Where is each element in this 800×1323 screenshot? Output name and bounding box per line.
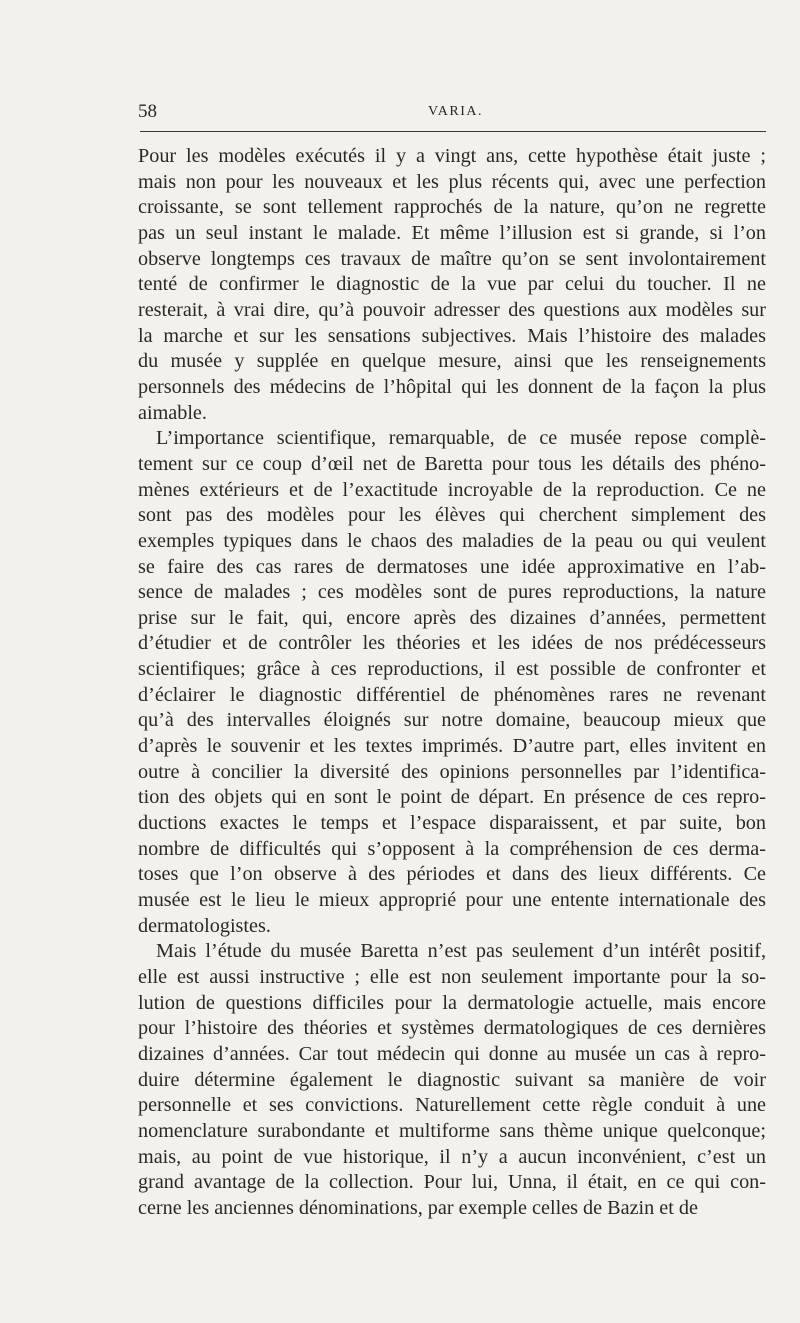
running-head: VARIA.	[428, 104, 484, 119]
text-line: resterait, à vrai dire, qu’à pouvoir adresser des questions aux modèles sur	[138, 298, 766, 321]
body-text	[138, 144, 766, 1222]
text-line: du musée y supplée en quelque mesure, ainsi que les renseignements	[138, 350, 766, 373]
paragraph	[138, 939, 766, 1221]
text-line: la marche et sur les sensations subjectives. Mais l’histoire des malades	[138, 324, 766, 347]
text-line: d’étudier et de contrôler les théories et les idées de nos prédécesseurs	[138, 632, 766, 655]
text-line: croissante, se sont tellement rapprochés de la nature, qu’on ne regrette	[138, 196, 766, 219]
text-line: Mais l’étude du musée Baretta n’est pas seulement d’un intérêt positif,	[156, 940, 766, 963]
text-line: cerne les anciennes dénominations, par exemple celles de Bazin et de	[138, 1196, 698, 1219]
text-line: nombre de difficultés qui s’opposent à la compréhension de ces derma-	[138, 837, 766, 860]
text-line: d’après le souvenir et les textes imprimés. D’autre part, elles invitent en	[138, 735, 766, 758]
text-line: qu’à des intervalles éloignés sur notre domaine, beaucoup mieux que	[138, 709, 766, 732]
text-line: prise sur le fait, qui, encore après des dizaines d’années, permettent	[138, 606, 766, 629]
text-line: dizaines d’années. Car tout médecin qui donne au musée un cas à repro-	[138, 1042, 766, 1065]
text-line: toses que l’on observe à des périodes et dans des lieux différents. Ce	[138, 863, 766, 886]
text-line: tenté de confirmer le diagnostic de la vue par celui du toucher. Il ne	[138, 273, 766, 296]
text-line: elle est aussi instructive ; elle est non seulement importante pour la so-	[138, 966, 766, 988]
text-line: grand avantage de la collection. Pour lui, Unna, il était, en ce qui con-	[138, 1171, 766, 1194]
text-line: observe longtemps ces travaux de maître qu’on se sent involontairement	[138, 247, 766, 270]
text-line: tion des objets qui en sont le point de départ. En présence de ces repro-	[138, 786, 766, 809]
paragraph	[138, 144, 766, 426]
text-line: ductions exactes le temps et l’espace disparaissent, et par suite, bon	[138, 812, 766, 835]
text-line: se faire des cas rares de dermatoses une idée approximative en l’ab-	[138, 555, 766, 578]
text-line: d’éclairer le diagnostic différentiel de phénomènes rares ne revenant	[138, 683, 766, 706]
text-line: nomenclature surabondante et multiforme sans thème unique quelconque;	[138, 1119, 766, 1142]
text-line: scientifiques; grâce à ces reproductions, il est possible de confronter et	[138, 658, 766, 681]
text-line: tement sur ce coup d’œil net de Baretta pour tous les détails des phéno-	[138, 452, 766, 475]
text-line: outre à concilier la diversité des opinions personnelles par l’identifica-	[138, 760, 766, 783]
header-rule	[140, 131, 766, 132]
text-line: sence de malades ; ces modèles sont de pures reproductions, la nature	[138, 581, 766, 604]
text-line: exemples typiques dans le chaos des maladies de la peau ou qui veulent	[138, 529, 766, 552]
text-line: duire détermine également le diagnostic suivant sa manière de voir	[138, 1068, 766, 1091]
text-line: mènes extérieurs et de l’exactitude incroyable de la reproduction. Ce ne	[138, 478, 766, 501]
text-line: pas un seul instant le malade. Et même l’illusion est si grande, si l’on	[138, 221, 766, 244]
text-line: L’importance scientifique, remarquable, de ce musée repose complè-	[156, 427, 766, 450]
text-line: lution de questions difficiles pour la dermatologie actuelle, mais encore	[138, 991, 766, 1014]
text-line: mais non pour les nouveaux et les plus récents qui, avec une perfection	[138, 170, 766, 193]
text-line: personnels des médecins de l’hôpital qui les donnent de la façon la plus	[138, 375, 766, 398]
text-line: dermatologistes.	[138, 914, 271, 937]
text-line: pour l’histoire des théories et systèmes dermatologiques de ces dernières	[138, 1017, 766, 1040]
page-header	[138, 101, 766, 123]
text-line: mais, au point de vue historique, il n’y a aucun inconvénient, c’est un	[138, 1145, 766, 1168]
text-line: sont pas des modèles pour les élèves qui cherchent simplement des	[138, 504, 766, 527]
paragraph	[138, 426, 766, 939]
page-number: 58	[138, 101, 157, 122]
text-line: personnelle et ses convictions. Naturellement cette règle conduit à une	[138, 1094, 766, 1117]
text-line: musée est le lieu le mieux approprié pour une entente internationale des	[138, 889, 766, 912]
text-line: aimable.	[138, 401, 207, 424]
text-line: Pour les modèles exécutés il y a vingt ans, cette hypothèse était juste ;	[138, 145, 766, 167]
